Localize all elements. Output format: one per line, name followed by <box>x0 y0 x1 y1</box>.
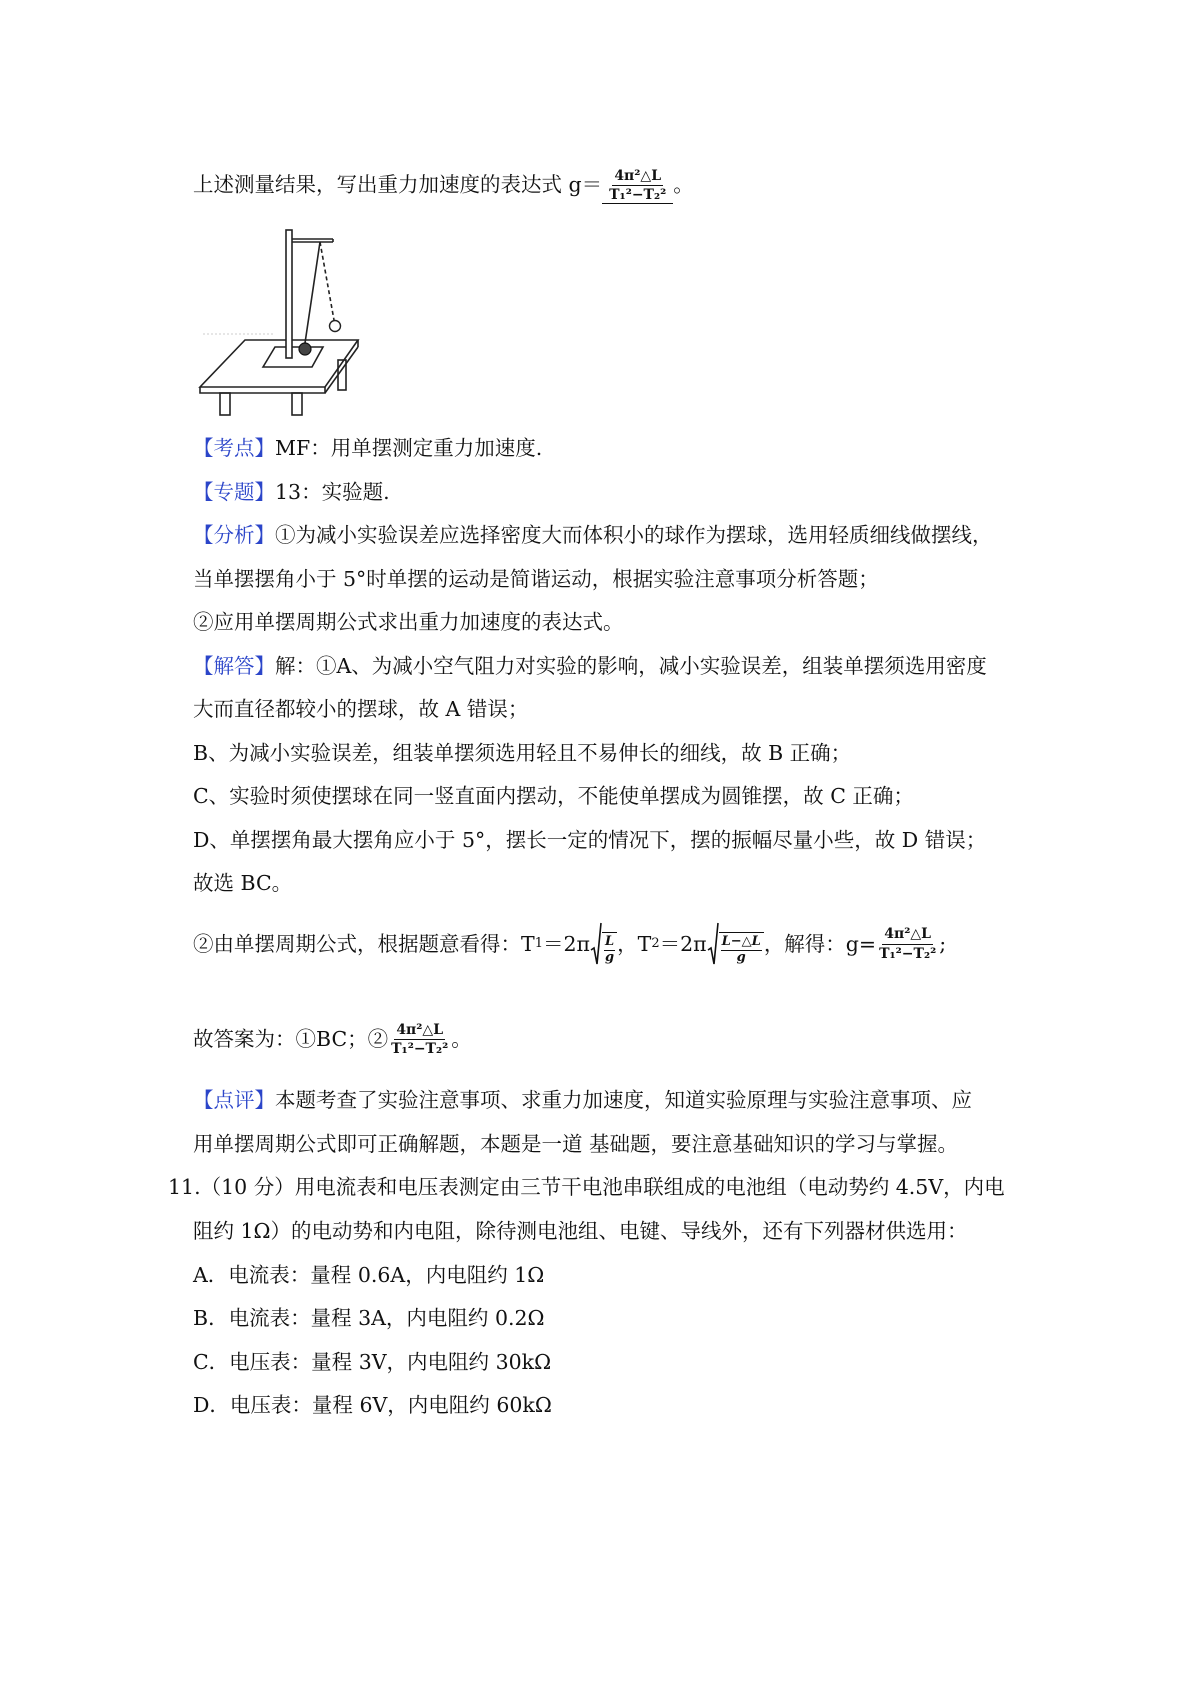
question-11-line-1: 11.（10 分）用电流表和电压表测定由三节干电池串联组成的电池组（电动势约 4.5V，内电 <box>168 1175 1005 1199</box>
fenxi-tag: 【分析】 <box>193 523 275 547</box>
dianping-line-1: 【点评】本题考查了实验注意事项、求重力加速度，知道实验原理与实验注意事项、应 <box>193 1088 972 1112</box>
answer-line: 故答案为：①BC；② $\frac{\text{4π²△L}}{\text{T₁²−T₂²}}$ 。 <box>193 1022 472 1058</box>
g-expression-line: 上述测量结果，写出重力加速度的表达式 g＝ $\frac{\text{4π²△L}}{\text{T₁²−T₂²}}$ 。 <box>193 168 694 204</box>
dianping-tag: 【点评】 <box>193 1088 275 1112</box>
g-result-formula: $\frac{\text{4π²△L}}{\text{T₁²−T₂²}}$ <box>879 926 937 962</box>
fenxi-line-3: ②应用单摆周期公式求出重力加速度的表达式。 <box>193 610 624 634</box>
jieda-line-c: C、实验时须使摆球在同一竖直面内摆动，不能使单摆成为圆锥摆，故 C 正确； <box>193 784 914 808</box>
answer-formula: $\frac{\text{4π²△L}}{\text{T₁²−T₂²}}$ <box>391 1022 449 1058</box>
zhuanti-tag: 【专题】 <box>193 480 275 504</box>
g-formula: $\frac{\text{4π²△L}}{\text{T₁²−T₂²}}$ <box>609 168 667 204</box>
jieda-selection: 故选 BC。 <box>193 871 293 895</box>
jieda-line-1: 【解答】解：①A、为减小空气阻力对实验的影响，减小实验误差，组装单摆须选用密度 <box>193 654 987 678</box>
line-text: 上述测量结果，写出重力加速度的表达式 g＝ <box>193 172 603 197</box>
jieda-tag: 【解答】 <box>193 654 275 678</box>
fenxi-line-1: 【分析】①为减小实验误差应选择密度大而体积小的球作为摆球，选用轻质细线做摆线， <box>193 523 993 547</box>
zhuanti-line: 【专题】13：实验题. <box>193 480 390 504</box>
option-c: C．电压表：量程 3V，内电阻约 30kΩ <box>193 1350 552 1374</box>
fenxi-line-2: 当单摆摆角小于 5°时单摆的运动是简谐运动，根据实验注意事项分析答题； <box>193 567 879 591</box>
pendulum-apparatus-figure <box>195 225 365 420</box>
jieda-line-b: B、为减小实验误差，组装单摆须选用轻且不易伸长的细线，故 B 正确； <box>193 741 852 765</box>
kaodian-tag: 【考点】 <box>193 436 275 460</box>
answer-blank <box>602 168 673 204</box>
sqrt-l-minus-dl-over-g: L−△L g <box>707 922 764 966</box>
option-a: A．电流表：量程 0.6A，内电阻约 1Ω <box>193 1263 545 1287</box>
kaodian-line: 【考点】MF：用单摆测定重力加速度. <box>193 436 543 460</box>
option-b: B．电流表：量程 3A，内电阻约 0.2Ω <box>193 1306 545 1330</box>
dianping-line-2: 用单摆周期公式即可正确解题，本题是一道 基础题，要注意基础知识的学习与掌握。 <box>193 1132 959 1156</box>
jieda-line-2: 大而直径都较小的摆球，故 A 错误； <box>193 697 529 721</box>
jieda-line-d: D、单摆摆角最大摆角应小于 5°，摆长一定的情况下，摆的振幅尽量小些，故 D 错误； <box>193 828 987 852</box>
sqrt-l-over-g: L g <box>590 922 617 966</box>
period-formula-line: ②由单摆周期公式，根据题意看得：T 1 ＝2π L g ，T 2 ＝2π L−△L g ，解得：g= $\frac{\text{4π²△L}}{\text{T₁²−T₂²}}$ ; <box>193 922 946 966</box>
question-11-line-2: 阻约 1Ω）的电动势和内电阻，除待测电池组、电键、导线外，还有下列器材供选用： <box>193 1219 968 1243</box>
option-d: D．电压表：量程 6V，内电阻约 60kΩ <box>193 1393 552 1417</box>
